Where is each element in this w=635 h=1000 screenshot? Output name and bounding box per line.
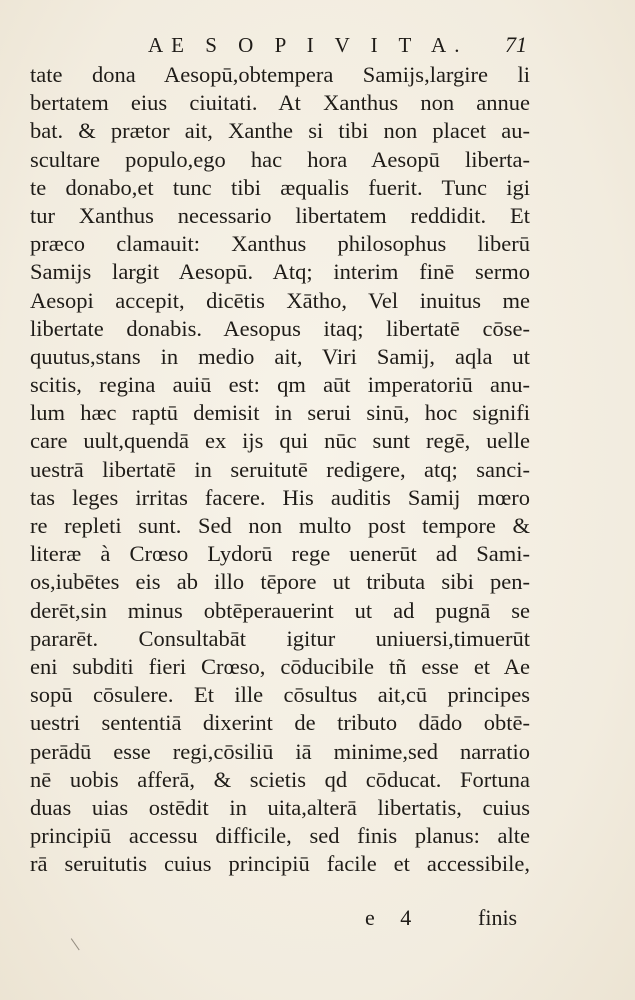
page-footer	[0, 903, 635, 933]
text-line: re repleti sunt. Sed non multo post tempore &	[30, 513, 530, 538]
signature-mark: e 4	[365, 905, 422, 930]
text-line: tur Xanthus necessario libertatem reddidit. Et	[30, 202, 530, 228]
page-number: 71	[505, 32, 527, 57]
catchword: finis	[478, 905, 518, 930]
text-line: care uult,quendā ex ijs qui nūc sunt regē, uelle	[30, 428, 530, 454]
text-line: rā seruitutis cuius principiū facile et accessibile,	[30, 851, 530, 877]
text-line: te donabo,et tunc tibi æqualis fuerit. Tunc igi	[30, 174, 530, 200]
text-line: uestrā libertatē in seruitutē redigere, atq; sanci-	[30, 456, 530, 482]
text-line: lum hæc raptū demisit in serui sinū, hoc signifi	[30, 400, 530, 426]
running-title: AE S O P I V I T A.	[148, 33, 468, 57]
text-line: tate dona Aesopū,obtempera Samijs,largire li	[30, 62, 530, 87]
text-line: sopū cōsulere. Et ille cōsultus ait,cū principes	[30, 682, 530, 708]
text-line: uestri sententiā dixerint de tributo dādo obtē-	[30, 710, 530, 736]
text-line: tas leges irritas facere. His auditis Samij mœro	[30, 484, 530, 510]
text-line: Samijs largit Aesopū. Atq; interim finē sermo	[30, 259, 530, 285]
text-line: quutus,stans in medio ait, Viri Samij, aqla ut	[30, 343, 530, 369]
text-line: os,iubētes eis ab illo tēpore ut tributa sibi pen-	[30, 569, 530, 595]
text-line: bat. & prætor ait, Xanthe si tibi non placet au-	[30, 118, 530, 144]
text-line: principiū accessu difficile, sed finis planus: alte	[30, 823, 530, 849]
text-line: perādū esse regi,cōsiliū iā minime,sed narratio	[30, 738, 530, 764]
text-line: nē uobis afferā, & scietis qd cōducat. Fortuna	[30, 766, 530, 792]
text-line: duas uias ostēdit in uita,alterā libertatis, cuius	[30, 794, 530, 820]
text-line: pararēt. Consultabāt igitur uniuersi,timuerūt	[30, 625, 530, 651]
text-line: libertate donabis. Aesopus itaq; libertatē cōse-	[30, 315, 530, 341]
text-line: eni subditi fieri Crœso, cōducibile tñ esse et Ae	[30, 653, 530, 679]
text-line: præco clamauit: Xanthus philosophus liberū	[30, 231, 530, 257]
text-line: scultare populo,ego hac hora Aesopū liberta-	[30, 146, 530, 172]
text-line: Aesopi accepit, dicētis Xātho, Vel inuitus me	[30, 287, 530, 313]
body-text	[30, 61, 530, 878]
stray-ink-mark	[71, 934, 86, 951]
text-line: literæ à Crœso Lydorū rege uenerūt ad Sami-	[30, 541, 530, 567]
text-line: derēt,sin minus obtēperauerint ut ad pugnā se	[30, 597, 530, 623]
text-line: scitis, regina auiū est: qm aūt imperatoriū anu-	[30, 372, 530, 398]
text-line: bertatem eius ciuitati. At Xanthus non annue	[30, 90, 530, 116]
running-head	[0, 30, 635, 60]
